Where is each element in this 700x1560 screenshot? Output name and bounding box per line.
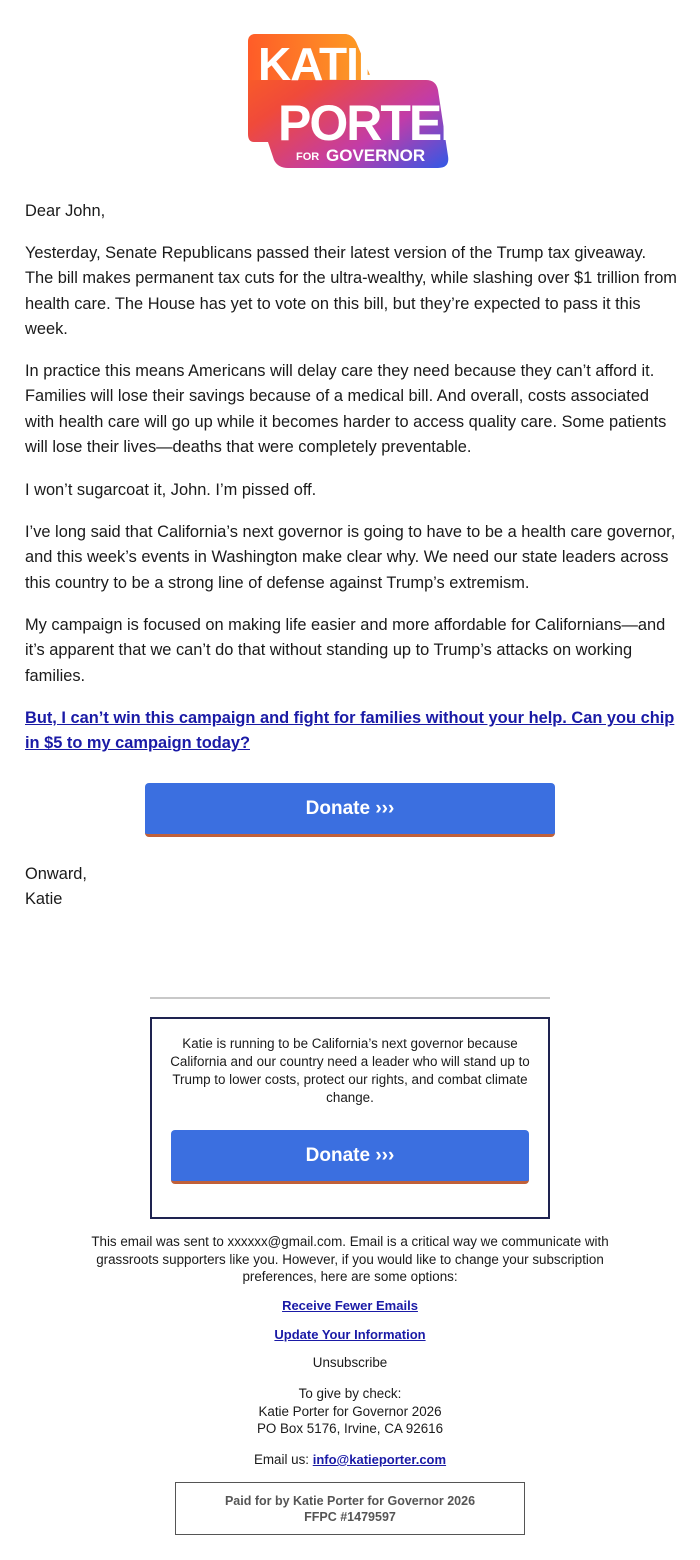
logo-line-governor: GOVERNOR	[326, 146, 426, 165]
signoff-line: Onward,	[25, 865, 87, 883]
email-address-link[interactable]: info@katieporter.com	[312, 1452, 447, 1467]
promo-donate-button[interactable]: Donate ›››	[171, 1130, 529, 1184]
signoff	[25, 862, 87, 913]
paid-for-disclaimer	[175, 1482, 525, 1535]
donate-button[interactable]: Donate ›››	[145, 783, 555, 837]
receive-fewer-emails-link[interactable]: Receive Fewer Emails	[282, 1298, 418, 1313]
paragraph-3: I won’t sugarcoat it, John. I’m pissed off.	[25, 481, 317, 499]
logo-line-porter: PORTER	[278, 95, 475, 151]
paragraph-1: Yesterday, Senate Republicans passed their latest version of the Trump tax giveaway. The bill makes permanent tax cuts for the ultra-wealthy, while slashing over $1 trillion from health care. The House has yet to vote on this bill, but they’re expected to pass it this week.	[25, 244, 677, 339]
check-line-3: PO Box 5176, Irvine, CA 92616	[256, 1421, 444, 1436]
logo	[0, 30, 700, 172]
divider	[150, 997, 550, 999]
chip-in-link[interactable]: But, I can’t win this campaign and fight for families without your help. Can you chip in $5 to my campaign today?	[25, 709, 675, 753]
paid-for-line: Paid for by Katie Porter for Governor 2026	[224, 1494, 476, 1508]
paragraph-2: In practice this means Americans will delay care they need because they can’t afford it. Families will lose their savings because of a medical bill. And overall, costs associated with health care will go up while it becomes harder to access quality care. Some patients will lose their lives—deaths that were completely preventable.	[25, 362, 667, 457]
logo-line-katie: KATIE	[258, 38, 388, 90]
email-us-row	[60, 1451, 640, 1469]
update-information-link[interactable]: Update Your Information	[274, 1327, 426, 1342]
paragraph-5: My campaign is focused on making life easier and more affordable for Californians—and it’s apparent that we can’t do that without standing up to Trump’s attacks on working families.	[25, 616, 666, 685]
unsubscribe-link[interactable]: Unsubscribe	[312, 1355, 388, 1370]
subscription-note: This email was sent to xxxxxx@gmail.com. Email is a critical way we communicate with grassroots supporters like you. However, if you would like to change your subscription preferences, here are some options:	[91, 1234, 609, 1284]
check-address	[60, 1385, 640, 1438]
cta-paragraph	[25, 706, 677, 757]
katie-porter-logo	[248, 30, 475, 172]
email-us-label: Email us:	[253, 1452, 313, 1467]
promo-text: Katie is running to be California’s next governor because California and our country need a leader who will stand up to Trump to lower costs, protect our rights, and combat climate change.	[170, 1036, 530, 1105]
ffpc-number: FFPC #1479597	[304, 1510, 396, 1524]
check-line-1: To give by check:	[298, 1386, 402, 1401]
greeting: Dear John,	[25, 202, 106, 220]
update-info-row	[60, 1326, 640, 1344]
check-line-2: Katie Porter for Governor 2026	[258, 1403, 442, 1419]
signature-name: Katie	[25, 890, 63, 909]
promo-box	[150, 1017, 550, 1219]
paragraph-4: I’ve long said that California’s next governor is going to have to be a health care governor, and this week’s events in Washington make clear why. We need our state leaders across this country to be a strong line of defense against Trump’s extremism.	[25, 523, 676, 592]
logo-line-for: FOR	[296, 151, 320, 163]
fewer-emails-row	[60, 1297, 640, 1315]
